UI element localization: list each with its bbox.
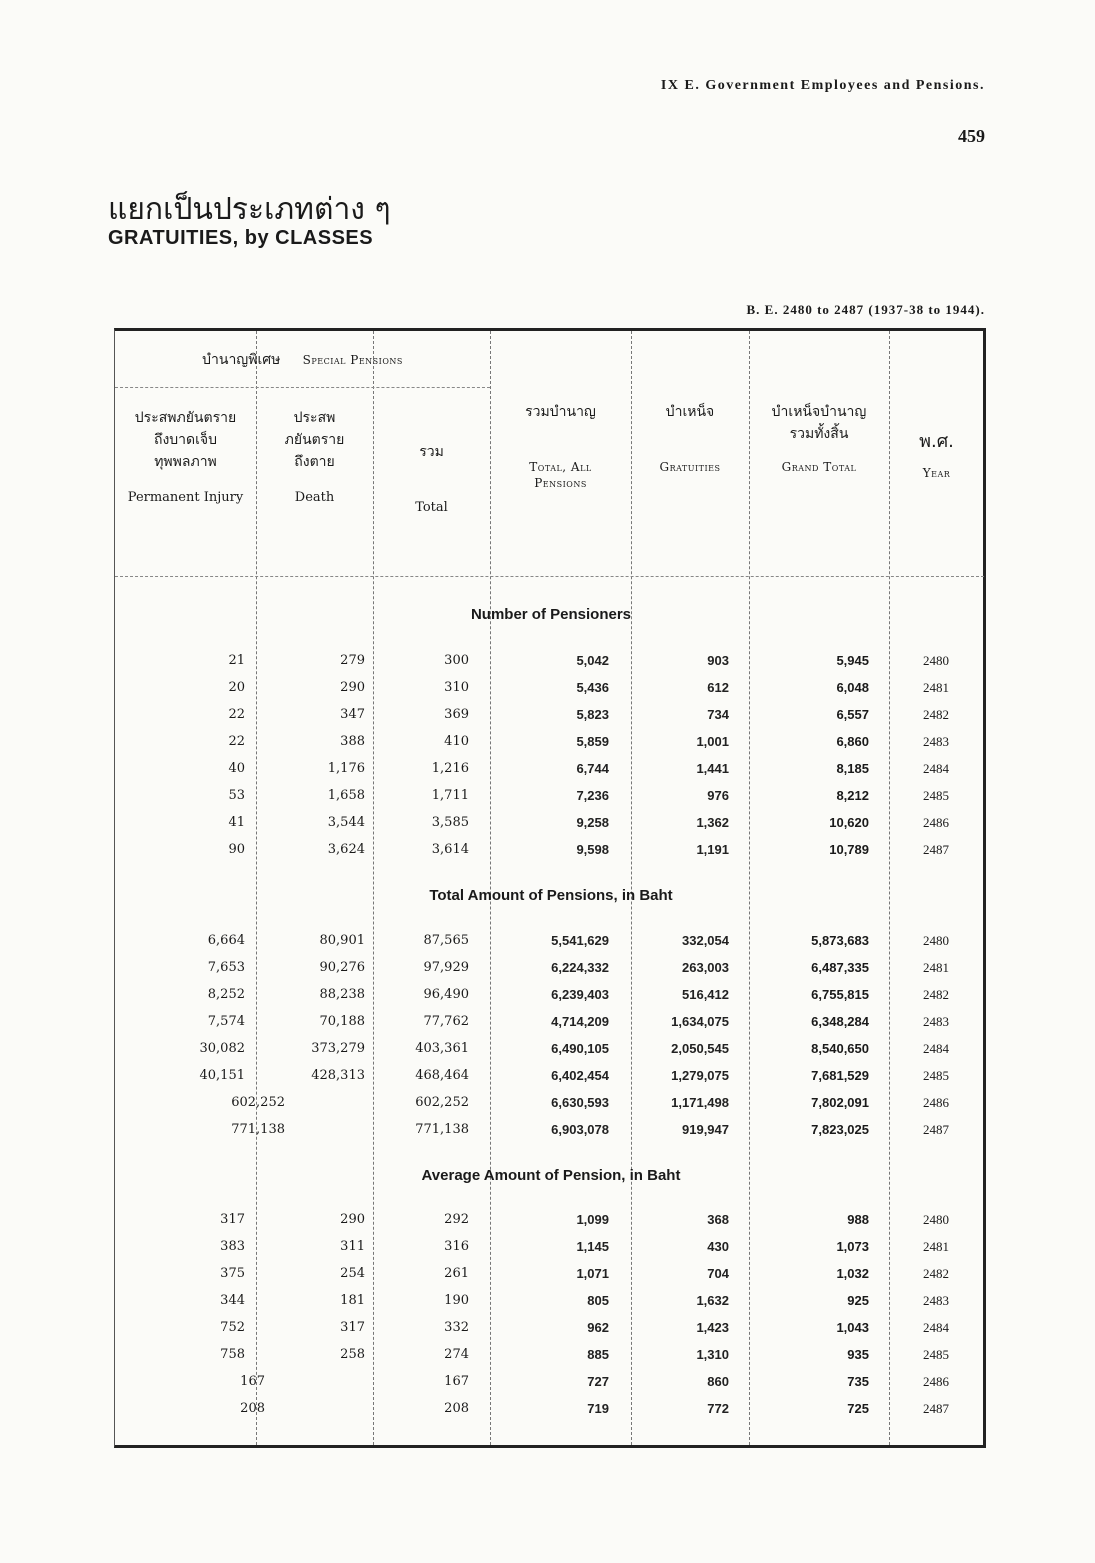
cell-year: 2483 <box>923 734 949 749</box>
cell-year: 2482 <box>923 987 949 1002</box>
cell-gratuities: 1,441 <box>696 761 729 776</box>
cell-total-all-pensions: 962 <box>587 1320 609 1335</box>
death-thai-2: ภยันตราย <box>284 432 345 448</box>
cell-grand-total: 6,755,815 <box>811 987 869 1002</box>
cell-gratuities: 860 <box>707 1374 729 1389</box>
table-row <box>115 1239 987 1266</box>
cell-year: 2483 <box>923 1014 949 1029</box>
cell-year: 2486 <box>923 1095 949 1110</box>
cell-death: 80,901 <box>319 933 365 948</box>
cell-year: 2487 <box>923 842 949 857</box>
cell-total: 292 <box>444 1212 469 1227</box>
table-row <box>115 1320 987 1347</box>
cell-total-all-pensions: 727 <box>587 1374 609 1389</box>
cell-death: 88,238 <box>319 987 365 1002</box>
cell-death: 70,188 <box>319 1014 365 1029</box>
cell-gratuities: 903 <box>707 653 729 668</box>
cell-total-all-pensions: 6,630,593 <box>551 1095 609 1110</box>
section-title-average: Average Amount of Pension, in Baht <box>421 1167 681 1184</box>
total-en: Total <box>415 500 448 515</box>
death-thai-1: ประสพ <box>293 410 336 426</box>
injury-en: Permanent Injury <box>127 490 244 505</box>
cell-gratuities: 1,171,498 <box>671 1095 729 1110</box>
cell-grand-total: 5,945 <box>836 653 869 668</box>
table-row <box>115 1122 987 1149</box>
cell-total: 3,585 <box>431 815 469 830</box>
cell-total-all-pensions: 6,903,078 <box>551 1122 609 1137</box>
cell-year: 2481 <box>923 1239 949 1254</box>
death-header <box>256 407 373 509</box>
cell-total: 369 <box>444 707 469 722</box>
cell-gratuities: 1,001 <box>696 734 729 749</box>
cell-total-all-pensions: 4,714,209 <box>551 1014 609 1029</box>
page-title: GRATUITIES, by CLASSES <box>108 227 374 249</box>
cell-grand-total: 8,212 <box>836 788 869 803</box>
cell-injury-death-combined: 771,138 <box>231 1122 285 1137</box>
cell-permanent-injury: 317 <box>220 1212 245 1227</box>
cell-gratuities: 976 <box>707 788 729 803</box>
running-head: IX E. Government Employees and Pensions. <box>660 78 985 93</box>
cell-gratuities: 430 <box>707 1239 729 1254</box>
cell-permanent-injury: 40 <box>228 761 245 776</box>
cell-gratuities: 1,191 <box>696 842 729 857</box>
cell-total: 190 <box>444 1293 469 1308</box>
cell-total-all-pensions: 9,258 <box>576 815 609 830</box>
cell-year: 2484 <box>923 1320 949 1335</box>
cell-death: 181 <box>340 1293 365 1308</box>
header-rule <box>115 576 984 577</box>
cell-gratuities: 1,362 <box>696 815 729 830</box>
pension-table <box>114 328 986 1448</box>
table-row <box>115 933 987 960</box>
total-thai: รวม <box>419 444 444 460</box>
cell-total-all-pensions: 6,744 <box>576 761 609 776</box>
cell-grand-total: 1,032 <box>836 1266 869 1281</box>
period-label: B. E. 2480 to 2487 (1937-38 to 1944). <box>746 302 985 317</box>
cell-total: 602,252 <box>415 1095 469 1110</box>
cell-total-all-pensions: 885 <box>587 1347 609 1362</box>
grand-total-header <box>749 401 889 475</box>
all-thai: รวมบำนาญ <box>525 404 596 420</box>
cell-total: 87,565 <box>423 933 469 948</box>
cell-permanent-injury: 40,151 <box>199 1068 245 1083</box>
cell-permanent-injury: 53 <box>228 788 245 803</box>
cell-death: 279 <box>340 653 365 668</box>
table-row <box>115 1374 987 1401</box>
injury-thai-1: ประสพภยันตราย <box>134 410 237 426</box>
injury-thai-3: ทุพพลภาพ <box>154 454 217 470</box>
cell-total: 300 <box>444 653 469 668</box>
cell-permanent-injury: 21 <box>228 653 245 668</box>
cell-year: 2481 <box>923 680 949 695</box>
cell-gratuities: 612 <box>707 680 729 695</box>
cell-death: 388 <box>340 734 365 749</box>
table-row <box>115 761 987 788</box>
cell-year: 2482 <box>923 1266 949 1281</box>
cell-injury-death-combined: 208 <box>240 1401 265 1416</box>
cell-grand-total: 725 <box>847 1401 869 1416</box>
cell-total: 274 <box>444 1347 469 1362</box>
total-header <box>373 441 490 519</box>
injury-header <box>115 407 256 509</box>
cell-total-all-pensions: 6,224,332 <box>551 960 609 975</box>
cell-permanent-injury: 20 <box>228 680 245 695</box>
cell-injury-death-combined: 167 <box>240 1374 265 1389</box>
cell-year: 2486 <box>923 1374 949 1389</box>
table-row <box>115 815 987 842</box>
cell-year: 2487 <box>923 1122 949 1137</box>
cell-grand-total: 7,802,091 <box>811 1095 869 1110</box>
cell-grand-total: 6,487,335 <box>811 960 869 975</box>
cell-grand-total: 6,557 <box>836 707 869 722</box>
cell-total: 771,138 <box>415 1122 469 1137</box>
page-number: 459 <box>958 126 985 146</box>
cell-total-all-pensions: 5,859 <box>576 734 609 749</box>
cell-total-all-pensions: 6,490,105 <box>551 1041 609 1056</box>
special-thai: บำนาญพิเศษ <box>202 352 281 368</box>
section-title-number: Number of Pensioners <box>470 606 632 623</box>
cell-grand-total: 6,348,284 <box>811 1014 869 1029</box>
cell-grand-total: 7,681,529 <box>811 1068 869 1083</box>
cell-year: 2481 <box>923 960 949 975</box>
cell-permanent-injury: 90 <box>228 842 245 857</box>
cell-permanent-injury: 22 <box>228 707 245 722</box>
cell-total-all-pensions: 6,402,454 <box>551 1068 609 1083</box>
cell-total-all-pensions: 7,236 <box>576 788 609 803</box>
cell-total: 410 <box>444 734 469 749</box>
cell-total: 468,464 <box>415 1068 469 1083</box>
cell-grand-total: 5,873,683 <box>811 933 869 948</box>
table-row <box>115 788 987 815</box>
cell-year: 2482 <box>923 707 949 722</box>
cell-permanent-injury: 344 <box>220 1293 245 1308</box>
injury-thai-2: ถึงบาดเจ็บ <box>153 432 218 448</box>
all-en-2: Pensions <box>534 476 587 490</box>
cell-death: 317 <box>340 1320 365 1335</box>
cell-permanent-injury: 383 <box>220 1239 245 1254</box>
cell-gratuities: 1,423 <box>696 1320 729 1335</box>
cell-gratuities: 1,634,075 <box>671 1014 729 1029</box>
section-title-amount: Total Amount of Pensions, in Baht <box>429 887 673 904</box>
table-row <box>115 653 987 680</box>
cell-death: 311 <box>340 1239 365 1254</box>
cell-gratuities: 919,947 <box>682 1122 729 1137</box>
cell-total: 167 <box>444 1374 469 1389</box>
year-header <box>889 431 984 481</box>
cell-death: 347 <box>340 707 365 722</box>
cell-death: 290 <box>340 680 365 695</box>
grand-thai-1: บำเหน็จบำนาญ <box>771 404 867 420</box>
cell-total-all-pensions: 9,598 <box>576 842 609 857</box>
table-row <box>115 1293 987 1320</box>
table-row <box>115 707 987 734</box>
cell-year: 2485 <box>923 1068 949 1083</box>
cell-permanent-injury: 758 <box>220 1347 245 1362</box>
cell-grand-total: 7,823,025 <box>811 1122 869 1137</box>
page-title-thai: แยกเป็นประเภทต่าง ๆ <box>108 192 391 227</box>
cell-total-all-pensions: 719 <box>587 1401 609 1416</box>
cell-gratuities: 516,412 <box>682 987 729 1002</box>
cell-permanent-injury: 7,574 <box>207 1014 245 1029</box>
cell-permanent-injury: 7,653 <box>207 960 245 975</box>
cell-death: 254 <box>340 1266 365 1281</box>
table-row <box>115 1095 987 1122</box>
cell-gratuities: 2,050,545 <box>671 1041 729 1056</box>
cell-total-all-pensions: 5,541,629 <box>551 933 609 948</box>
table-row <box>115 734 987 761</box>
cell-year: 2480 <box>923 1212 949 1227</box>
cell-gratuities: 1,310 <box>696 1347 729 1362</box>
cell-total: 316 <box>444 1239 469 1254</box>
grand-en: Grand Total <box>781 460 857 474</box>
cell-total: 332 <box>444 1320 469 1335</box>
death-en: Death <box>294 490 335 505</box>
table-row <box>115 1068 987 1095</box>
cell-total: 77,762 <box>423 1014 469 1029</box>
cell-death: 3,624 <box>327 842 365 857</box>
cell-grand-total: 6,860 <box>836 734 869 749</box>
table-row <box>115 1212 987 1239</box>
cell-total-all-pensions: 1,145 <box>576 1239 609 1254</box>
cell-grand-total: 1,043 <box>836 1320 869 1335</box>
total-all-header <box>490 401 631 491</box>
grand-thai-2: รวมทั้งสิ้น <box>789 426 849 442</box>
cell-grand-total: 6,048 <box>836 680 869 695</box>
cell-death: 428,313 <box>311 1068 365 1083</box>
cell-death: 373,279 <box>311 1041 365 1056</box>
cell-grand-total: 925 <box>847 1293 869 1308</box>
cell-permanent-injury: 752 <box>220 1320 245 1335</box>
cell-total-all-pensions: 6,239,403 <box>551 987 609 1002</box>
special-pensions-header <box>115 349 490 371</box>
cell-permanent-injury: 6,664 <box>207 933 245 948</box>
cell-total-all-pensions: 805 <box>587 1293 609 1308</box>
cell-death: 258 <box>340 1347 365 1362</box>
table-row <box>115 1266 987 1293</box>
cell-grand-total: 1,073 <box>836 1239 869 1254</box>
cell-death: 1,176 <box>327 761 365 776</box>
table-row <box>115 680 987 707</box>
cell-death: 90,276 <box>319 960 365 975</box>
cell-grand-total: 735 <box>847 1374 869 1389</box>
cell-total: 208 <box>444 1401 469 1416</box>
special-en: Special Pensions <box>302 353 403 367</box>
grat-en: Gratuities <box>659 460 721 474</box>
cell-gratuities: 772 <box>707 1401 729 1416</box>
cell-grand-total: 988 <box>847 1212 869 1227</box>
table-row <box>115 987 987 1014</box>
cell-year: 2484 <box>923 1041 949 1056</box>
grat-thai: บำเหน็จ <box>665 404 715 420</box>
cell-death: 290 <box>340 1212 365 1227</box>
cell-permanent-injury: 30,082 <box>199 1041 245 1056</box>
cell-total: 97,929 <box>423 960 469 975</box>
year-en: Year <box>922 466 951 480</box>
header-rule <box>115 387 490 388</box>
cell-total-all-pensions: 5,436 <box>576 680 609 695</box>
cell-year: 2484 <box>923 761 949 776</box>
table-row <box>115 1347 987 1374</box>
cell-year: 2486 <box>923 815 949 830</box>
table-row <box>115 1041 987 1068</box>
cell-total: 261 <box>444 1266 469 1281</box>
table-row <box>115 842 987 869</box>
cell-gratuities: 332,054 <box>682 933 729 948</box>
cell-gratuities: 368 <box>707 1212 729 1227</box>
cell-injury-death-combined: 602,252 <box>231 1095 285 1110</box>
cell-year: 2485 <box>923 788 949 803</box>
cell-total-all-pensions: 1,071 <box>576 1266 609 1281</box>
table-row <box>115 960 987 987</box>
cell-total: 1,711 <box>431 788 469 803</box>
cell-permanent-injury: 41 <box>228 815 245 830</box>
table-row <box>115 1014 987 1041</box>
cell-gratuities: 1,279,075 <box>671 1068 729 1083</box>
cell-permanent-injury: 22 <box>228 734 245 749</box>
cell-grand-total: 10,789 <box>829 842 869 857</box>
cell-total-all-pensions: 1,099 <box>576 1212 609 1227</box>
cell-gratuities: 1,632 <box>696 1293 729 1308</box>
cell-total: 403,361 <box>415 1041 469 1056</box>
cell-grand-total: 935 <box>847 1347 869 1362</box>
gratuities-header <box>631 401 749 475</box>
cell-permanent-injury: 8,252 <box>207 987 245 1002</box>
cell-total-all-pensions: 5,042 <box>576 653 609 668</box>
cell-death: 1,658 <box>327 788 365 803</box>
cell-year: 2480 <box>923 653 949 668</box>
cell-total-all-pensions: 5,823 <box>576 707 609 722</box>
cell-gratuities: 263,003 <box>682 960 729 975</box>
cell-total: 3,614 <box>431 842 469 857</box>
cell-total: 96,490 <box>423 987 469 1002</box>
cell-gratuities: 704 <box>707 1266 729 1281</box>
cell-year: 2483 <box>923 1293 949 1308</box>
cell-year: 2487 <box>923 1401 949 1416</box>
year-thai: พ.ศ. <box>919 431 954 452</box>
cell-total: 310 <box>444 680 469 695</box>
cell-grand-total: 8,185 <box>836 761 869 776</box>
cell-death: 3,544 <box>327 815 365 830</box>
cell-grand-total: 10,620 <box>829 815 869 830</box>
cell-year: 2480 <box>923 933 949 948</box>
all-en-1: Total, All <box>529 460 592 474</box>
death-thai-3: ถึงตาย <box>294 454 335 470</box>
cell-gratuities: 734 <box>707 707 729 722</box>
cell-year: 2485 <box>923 1347 949 1362</box>
cell-permanent-injury: 375 <box>220 1266 245 1281</box>
table-row <box>115 1401 987 1428</box>
cell-total: 1,216 <box>431 761 469 776</box>
cell-grand-total: 8,540,650 <box>811 1041 869 1056</box>
